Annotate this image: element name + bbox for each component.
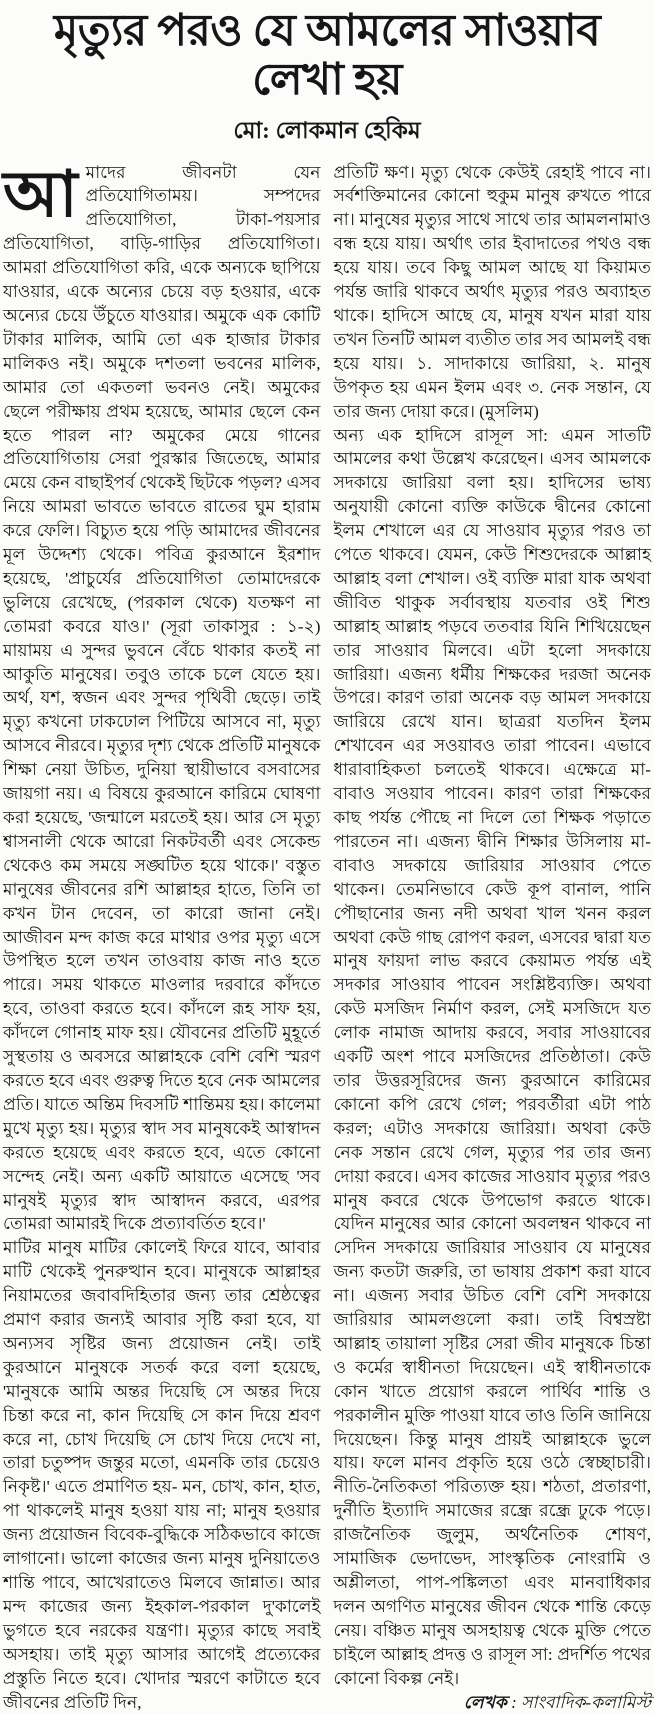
column-left [3,158,321,1714]
paragraph-lead [3,158,321,1237]
article-headline: মৃত্যুর পরও যে আমলের সাওয়াব লেখা হয় [53,6,601,105]
column-right [334,161,652,1714]
paragraph-lead-text: মাদের জীবনটা যেন প্রতিযোগিতাময়। সম্পদের প্রতিযোগিতা, টাকা-পয়সার প্রতিযোগিতা, বাড়ি-গাড়ির প্রতিযোগিতা। আমরা প্রতিযোগিতা করি, একে অন্যকে ছাপিয়ে যাওয়ার, একে অন্যের চেয়ে বড় হওয়ার, একে অন্যের চেয়ে উঁচুতে যাওয়ার। অমুকে এক কোটি টাকার মালিক, আমি তো এক হাজার টাকার মালিকও নই। অমুকে দশতলা ভবনের মালিক, আমার তো একতলা ভবনও নেই। অমুকের ছেলে পরীক্ষায় প্রথম হয়েছে, আমার ছেলে কেন হতে পারল না? অমুকের মেয়ে গানের প্রতিযোগিতায় সেরা পুরস্কার জিতেছে, আমার মেয়ে কেন বাছাইপর্ব থেকেই ছিটকে পড়ল? এসব নিয়ে আমরা ভাবতে ভাবতে রাতের ঘুম হারাম করে ফেলি। বিচ্যুত হয়ে পড়ি আমাদের জীবনের মূল উদ্দেশ্য থেকে। পবিত্র কুরআনে ইরশাদ হয়েছে, 'প্রাচুর্যের প্রতিযোগিতা তোমাদেরকে ভুলিয়ে রেখেছে, (পরকাল থেকে) যতক্ষণ না তোমরা কবরে যাও।' (সূরা তাকাসুর : ১-২) মায়াময় এ সুন্দর ভুবনে বেঁচে থাকার কতই না আকুতি মানুষের। তবুও তাকে চলে যেতে হয়। অর্থ, যশ, স্বজন এবং সুন্দর পৃথিবী ছেড়ে। তাই মৃত্যু কখনো ঢাকঢোল পিটিয়ে আসবে না, মৃত্যু আসবে নীরবে। মৃত্যুর দৃশ্য থেকে প্রতিটি মানুষকে শিক্ষা নেয়া উচিত, দুনিয়া স্থায়ীভাবে বসবাসের জায়গা নয়। এ বিষয়ে কুরআনে কারিমে ঘোষণা করা হয়েছে, 'জন্মালে মরতেই হয়। আর সে মৃত্যু শ্বাসনালী থেকে আরো নিকটবর্তী এবং সেকেন্ড থেকেও কম সময়ে সঙ্ঘটিত হয়ে থাকে।' বস্তুত মানুষের জীবনের রশি আল্লাহর হাতে, তিনি তা কখন টান দেবেন, তা কারো জানা নেই। আজীবন মন্দ কাজ করে মাথার ওপর মৃত্যু এসে উপস্থিত হলে তখন তাওবায় কাজ নাও হতে পারে। সময় থাকতে মাওলার দরবারে কাঁদতে হবে, তাওবা করতে হবে। কাঁদলে রূহ সাফ হয়, কাঁদলে গোনাহ মাফ হয়। যৌবনের প্রতিটি মুহূর্তে সুস্থতায় ও অবসরে আল্লাহকে বেশি বেশি স্মরণ করতে হবে এবং গুরুত্ব দিতে হবে নেক আমলের প্রতি। যাতে অন্তিম দিবসটি শান্তিময় হয়। কালেমা মুখে মৃত্যু হয়। মৃত্যুর স্বাদ সব মানুষকেই আস্বাদন করতে হয়েছে এবং করতে হবে, এতে কোনো সন্দেহ নেই। অন্য একটি আয়াতে এসেছে 'সব মানুষই মৃত্যুর স্বাদ আস্বাদন করবে, এরপর তোমরা আমারই দিকে প্রত্যাবর্তিত হবে।' [3,162,321,1234]
author-credit-text: : সাংবাদিক-কলামিস্ট [511,1692,651,1712]
article-byline: মো: লোকমান হেকিম [233,117,421,143]
author-credit [334,1691,652,1714]
paragraph: মাটির মানুষ মাটির কোলেই ফিরে যাবে, আবার মাটি থেকেই পুনরুত্থান হবে। মানুষকে আল্লাহর নিয়ামতের জবাবদিহিতার জন্য তার শ্রেষ্ঠত্বের প্রমাণ করার জন্যই আবার সৃষ্টি করা হবে, যা অন্যসব সৃষ্টির জন্য প্রয়োজন নেই। তাই কুরআনে মানুষকে সতর্ক করে বলা হয়েছে, 'মানুষকে আমি অন্তর দিয়েছি সে অন্তর দিয়ে চিন্তা করে না, কান দিয়েছি সে কান দিয়ে শ্রবণ করে না, চোখ দিয়েছি সে চোখ দিয়ে দেখে না, তারা চতুষ্পদ জন্তুর মতো, এমনকি তার চেয়েও নিকৃষ্ট।' এতে প্রমাণিত হয়- মন, চোখ, কান, হাত, পা থাকলেই মানুষ হওয়া যায় না; মানুষ হওয়ার জন্য প্রয়োজন বিবেক-বুদ্ধিকে সঠিকভাবে কাজে লাগানো। ভালো কাজের জন্য মানুষ দুনিয়াতেও শান্তি পাবে, আখেরাতেও মিলবে জান্নাত। আর মন্দ কাজের জন্য ইহকাল-পরকাল দু'কালেই ভুগতে হবে নরকের যন্ত্রণা। মৃত্যুর কাছে সবাই অসহায়। তাই মৃত্যু আসার আগেই প্রত্যেকের প্রস্তুতি নিতে হবে। খোদার স্মরণে কাটাতে হবে জীবনের প্রতিটি দিন, [3,1238,321,1712]
paragraph: অন্য এক হাদিসে রাসূল সা: এমন সাতটি আমলের কথা উল্লেখ করেছেন। এসব আমলকে সদকায়ে জারিয়া বলা হয়। হাদিসের ভাষ্য অনুযায়ী কোনো ব্যক্তি কাউকে দ্বীনের কোনো ইলম শেখালে এর যে সাওয়াব মৃত্যুর পরও তা পেতে থাকবে। যেমন, কেউ শিশুদেরকে আল্লাহ আল্লাহ বলা শেখাল। ওই ব্যক্তি মারা যাক অথবা জীবিত থাকুক সর্বাবস্থায় যতবার ওই শিশু আল্লাহ আল্লাহ পড়বে ততবার যিনি শিখিয়েছেন তার সাওয়াব মিলবে। এটা হলো সদকায়ে জারিয়া। এজন্য ধর্মীয় শিক্ষকের দরজা অনেক উপরে। কারণ তারা অনেক বড় আমল সদকায়ে জারিয়ে রেখে যান। ছাত্ররা যতদিন ইলম শেখাবেন এর সওয়াবও তারা পাবেন। এভাবে ধারাবাহিকতা চলতেই থাকবে। এক্ষেত্রে মা-বাবাও সওয়াব পাবেন। কারণ তারা শিক্ষকের কাছ পর্যন্ত পৌছে না দিলে তো শিক্ষক পড়াতে পারতেন না। এজন্য দ্বীনি শিক্ষার উসিলায় মা-বাবাও সদকায়ে জারিয়ার সাওয়াব পেতে থাকেন। তেমনিভাবে কেউ কূপ বানাল, পানি পৌছানোর জন্য নদী অথবা খাল খনন করল অথবা কেউ গাছ রোপণ করল, এসবের দ্বারা যত মানুষ ফায়দা লাভ করবে কেয়ামত পর্যন্ত এই সদকার সাওয়াব পাবেন সংশ্লিষ্টব্যক্তি। অথবা কেউ মসজিদ নির্মাণ করল, সেই মসজিদে যত লোক নামাজ আদায় করবে, সবার সাওয়াবের একটি অংশ পাবে মসজিদের প্রতিষ্ঠাতা। কেউ তার উত্তরসূরিদের জন্য কুরআনে কারিমের কোনো কপি রেখে গেল; পরবর্তীরা এটা পাঠ করল; এটাও সদকায়ে জারিয়া। অথবা কেউ নেক সন্তান রেখে গেল, মৃত্যুর পর তার জন্য দোয়া করবে। এসব কাজের সাওয়াব মৃত্যুর পরও মানুষ কবরে থেকে উপভোগ করতে থাকে। যেদিন মানুষের আর কোনো অবলম্বন থাকবে না সেদিন সদকায়ে জারিয়ার সাওয়াব যে মানুষের জন্য কতটা জরুরি, তা ভাষায় প্রকাশ করা যাবে না। এজন্য সবার উচিত বেশি বেশি সদকায়ে জারিয়ার আমলগুলো করা। তাই বিশ্বস্রষ্টা আল্লাহ তায়ালা সৃষ্টির সেরা জীব মানুষকে চিন্তা ও কর্মের স্বাধীনতা দিয়েছেন। এই স্বাধীনতাকে কোন খাতে প্রয়োগ করলে পার্থিব শান্তি ও পরকালীন মুক্তি পাওয়া যাবে তাও তিনি জানিয়ে দিয়েছেন। কিন্তু মানুষ প্রায়ই আল্লাহকে ভুলে যায়। ফলে মানব প্রকৃতি হয়ে ওঠে স্বেচ্ছাচারী। নীতি-নৈতিকতা পরিত্যক্ত হয়। শঠতা, প্রতারণা, দুর্নীতি ইত্যাদি সমাজের রন্ধ্রে রন্ধ্রে ঢুকে পড়ে। রাজনৈতিক জুলুম, অর্থনৈতিক শোষণ, সামাজিক ভেদাভেদ, সাংস্কৃতিক নোংরামি ও অশ্লীলতা, পাপ-পঙ্কিলতা এবং মানবাধিকার দলন অগণিত মানুষের জীবন থেকে শান্তি কেড়ে নেয়। বঞ্চিত মানুষ অসহায়ত্ব থেকে মুক্তি পেতে চাইলে আল্লাহ প্রদত্ত ও রাসূল সা: প্রদর্শিত পথের কোনো বিকল্প নেই। [333,425,651,1688]
author-credit-label: লেখক [463,1692,507,1712]
paragraph: প্রতিটি ক্ষণ। মৃত্যু থেকে কেউই রেহাই পাবে না। সর্বশক্তিমানের কোনো হুকুম মানুষ রুখতে পারে না। মানুষের মৃত্যুর সাথে সাথে তার আমলনামাও বন্ধ হয়ে যায়। অর্থাৎ তার ইবাদাতের পথও বন্ধ হয়ে যায়। তবে কিছু আমল আছে যা কিয়ামত পর্যন্ত জারি থাকবে অর্থাৎ মৃত্যুর পরও অব্যাহত থাকে। হাদিসে আছে যে, মানুষ যখন মারা যায় তখন তিনটি আমল ব্যতীত তার সব আমলই বন্ধ হয়ে যায়। ১. সাদাকায়ে জারিয়া, ২. মানুষ উপকৃত হয় এমন ইলম এবং ৩. নেক সন্তান, যে তার জন্য দোয়া করে। (মুসলিম) [333,162,651,421]
drop-cap: আ [3,158,78,230]
article-body [3,158,651,1714]
